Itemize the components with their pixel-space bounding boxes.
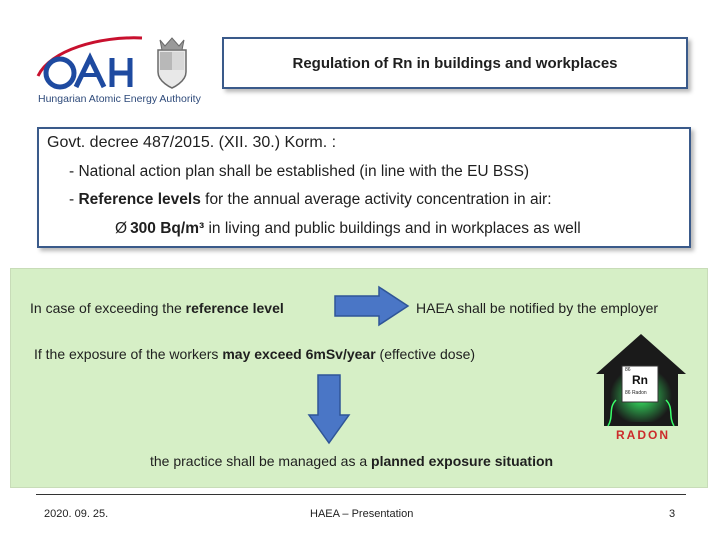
hungarian-coat-of-arms-icon xyxy=(158,38,186,88)
exposure-text xyxy=(34,346,475,362)
decree-box xyxy=(37,127,691,248)
down-arrow-icon xyxy=(307,373,351,445)
notify-text: HAEA shall be notified by the employer xyxy=(416,300,659,316)
line2-prefix: - xyxy=(69,191,79,208)
decree-line-action-plan: - National action plan shall be established (in line with the EU BSS) xyxy=(69,163,530,180)
title-box xyxy=(222,37,688,89)
exposure-bold: may exceed 6mSv/year xyxy=(222,346,376,362)
slide-title: Regulation of Rn in buildings and workplaces xyxy=(292,54,618,72)
footer-divider xyxy=(36,494,686,495)
oah-logo-icon xyxy=(30,28,210,94)
line3-rest: in living and public buildings and in workplaces as well xyxy=(204,220,581,237)
footer-presentation: HAEA – Presentation xyxy=(310,508,414,520)
exceed-prefix: In case of exceeding the xyxy=(30,300,186,316)
decree-heading: Govt. decree 487/2015. (XII. 30.) Korm. : xyxy=(47,134,337,151)
rn-element-name: 86 Radon xyxy=(625,390,647,396)
exceed-bold: reference level xyxy=(185,300,284,316)
radon-house xyxy=(592,330,690,442)
right-arrow-icon xyxy=(333,284,411,328)
logo-caption: Hungarian Atomic Energy Authority xyxy=(38,93,201,105)
bullet-arrow-icon: Ø xyxy=(115,220,128,237)
line2-rest: for the annual average activity concentration in air: xyxy=(200,191,552,208)
line3-bold: 300 Bq/m³ xyxy=(130,220,205,237)
decree-line-reference-levels xyxy=(69,191,552,209)
radon-label: RADON xyxy=(616,428,670,442)
exceed-text xyxy=(30,300,284,316)
page-number: 3 xyxy=(669,508,676,520)
practice-text xyxy=(150,453,553,469)
practice-prefix: the practice shall be managed as a xyxy=(150,453,372,469)
decree-line-300bq xyxy=(115,220,581,238)
rn-symbol: Rn xyxy=(632,373,648,387)
exposure-rest: (effective dose) xyxy=(375,346,476,362)
line2-bold: Reference levels xyxy=(78,191,201,208)
footer-date: 2020. 09. 25. xyxy=(44,508,109,520)
rn-atomic-number: 86 xyxy=(625,367,631,373)
practice-bold: planned exposure situation xyxy=(371,453,554,469)
exposure-prefix: If the exposure of the workers xyxy=(34,346,223,362)
